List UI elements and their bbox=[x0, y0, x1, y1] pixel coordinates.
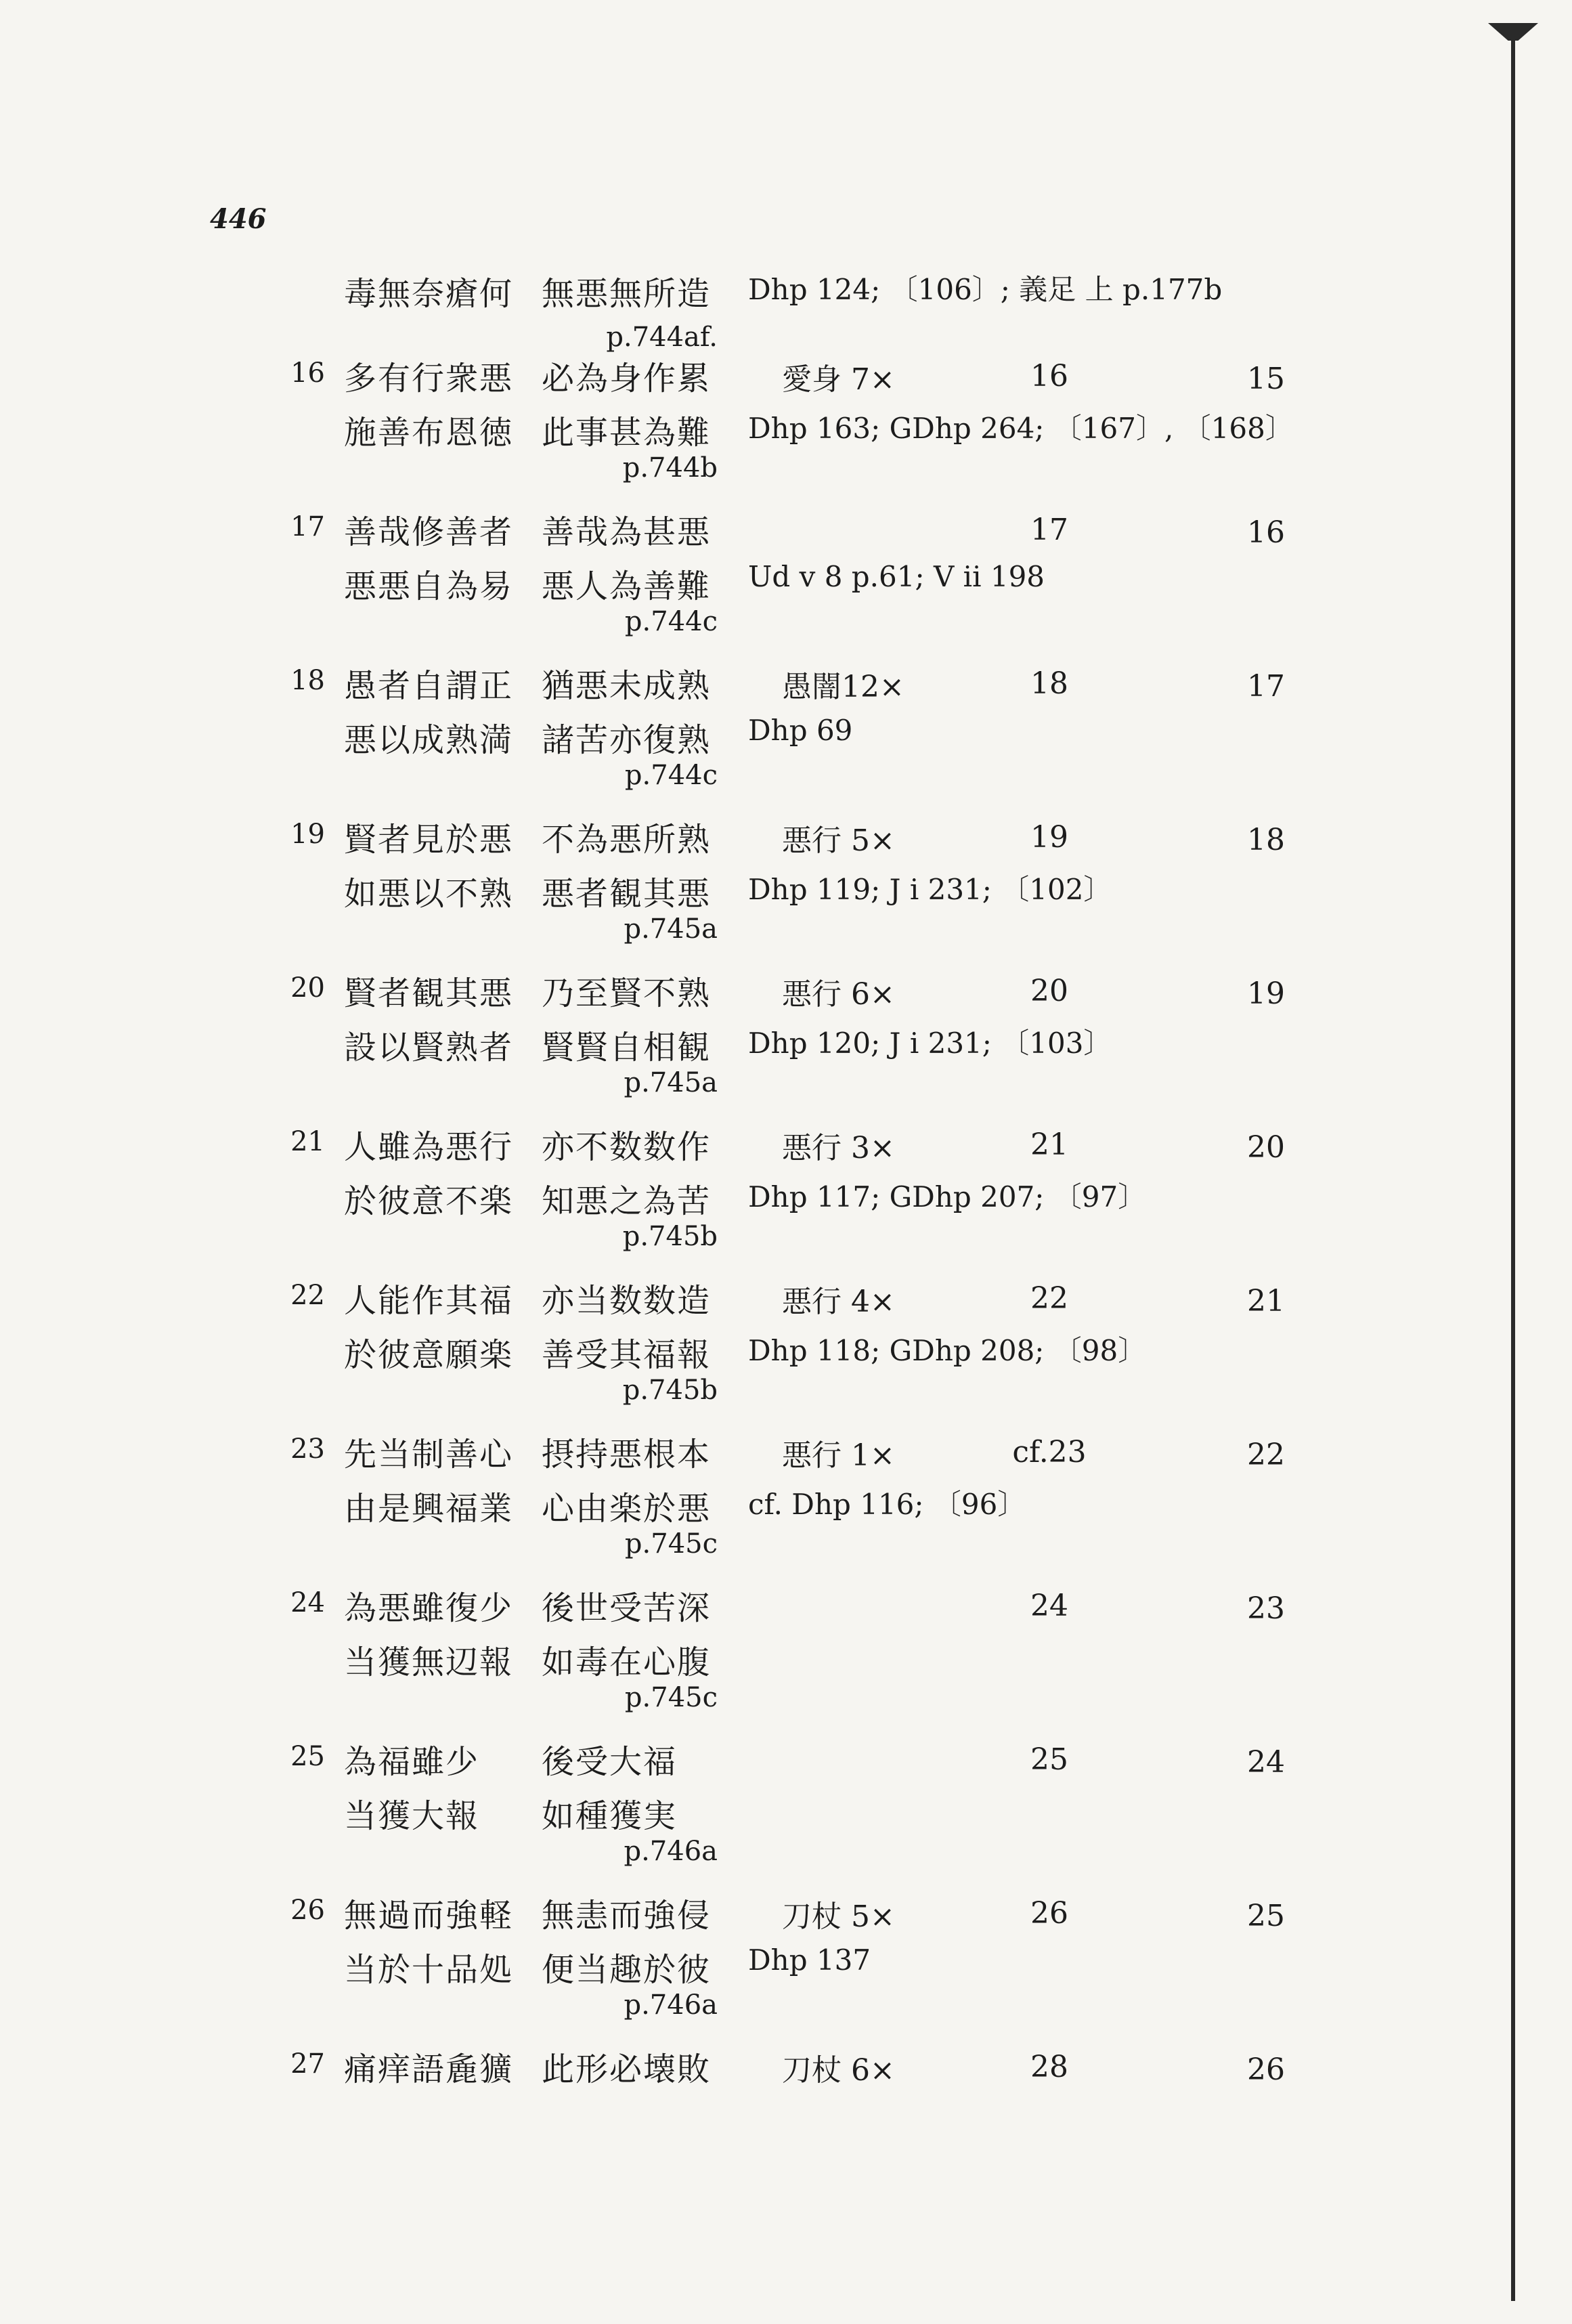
taisho-page-ref: p.744c bbox=[624, 606, 718, 637]
column-a-number: 24 bbox=[1030, 1589, 1068, 1623]
verse-entry bbox=[0, 967, 1572, 1121]
verse-number: 24 bbox=[290, 1587, 325, 1618]
verse-line-2a: 善哉為甚悪 bbox=[542, 513, 712, 551]
verse-number: 18 bbox=[290, 665, 325, 696]
verse-line-2a: 亦当数数造 bbox=[542, 1282, 712, 1320]
verse-line-2b: 此事甚為難 bbox=[542, 414, 712, 452]
verse-line-1a: 賢者見於悪 bbox=[344, 821, 514, 859]
column-a-number: 17 bbox=[1030, 513, 1068, 547]
verse-entry bbox=[0, 352, 1572, 506]
taisho-page-ref: p.746a bbox=[624, 1989, 718, 2021]
pali-references: Dhp 120; J i 231; 〔103〕 bbox=[748, 1027, 1112, 1060]
column-a-number: 16 bbox=[1030, 359, 1068, 393]
verse-line-1a: 賢者観其悪 bbox=[344, 974, 514, 1012]
pali-references: Dhp 137 bbox=[748, 1943, 871, 1977]
column-b-number: 20 bbox=[1247, 1130, 1285, 1165]
taisho-page-ref: p.744c bbox=[624, 760, 718, 791]
column-a-number: 21 bbox=[1030, 1127, 1068, 1162]
verse-line-2b: 悪者観其悪 bbox=[542, 875, 712, 913]
parallel-chapter: 悪行 3× bbox=[782, 1131, 895, 1165]
column-b-number: 21 bbox=[1247, 1284, 1285, 1318]
verse-line-2b: 諸苦亦復熟 bbox=[542, 721, 712, 759]
verse-number: 27 bbox=[290, 2048, 325, 2080]
pali-references: Dhp 117; GDhp 207; 〔97〕 bbox=[748, 1180, 1147, 1213]
verse-line-2b: 如種獲実 bbox=[542, 1797, 678, 1835]
verse-line-2a: 無恚而強侵 bbox=[542, 1897, 712, 1935]
verse-line-1b: 由是興福業 bbox=[344, 1490, 514, 1528]
verse-line-2a: 猶悪未成熟 bbox=[542, 667, 712, 705]
pali-references: Ud v 8 p.61; V ii 198 bbox=[748, 560, 1045, 593]
verse-line-2a: 亦不数数作 bbox=[542, 1128, 712, 1166]
taisho-page-ref: p.745b bbox=[622, 1221, 718, 1252]
verse-line-1b: 設以賢熟者 bbox=[344, 1029, 514, 1067]
verse-number: 19 bbox=[290, 819, 325, 850]
column-b-number: 23 bbox=[1247, 1591, 1285, 1626]
verse-line-1a: 人雖為悪行 bbox=[344, 1128, 514, 1166]
verse-line-2a: 後受大福 bbox=[542, 1743, 678, 1781]
verse-number: 23 bbox=[290, 1434, 325, 1465]
taisho-page-ref: p.745a bbox=[624, 913, 718, 945]
verse-line-2a: 乃至賢不熟 bbox=[542, 974, 712, 1012]
verse-line-1b: 如悪以不熟 bbox=[344, 875, 514, 913]
verse-line-2b: 善受其福報 bbox=[542, 1336, 712, 1374]
verse-entry bbox=[0, 1428, 1572, 1582]
verse-table bbox=[0, 267, 1572, 2197]
taisho-page-ref: p.744b bbox=[622, 452, 718, 483]
verse-entry bbox=[0, 2043, 1572, 2197]
verse-number: 26 bbox=[290, 1895, 325, 1926]
column-b-number: 25 bbox=[1247, 1899, 1285, 1933]
verse-number: 20 bbox=[290, 972, 325, 1004]
verse-line-2a: 摂持悪根本 bbox=[542, 1436, 712, 1473]
verse-line-1a: 多有行衆悪 bbox=[344, 360, 514, 397]
taisho-page-ref: p.745c bbox=[624, 1528, 718, 1559]
verse-line-2b: 如毒在心腹 bbox=[542, 1643, 712, 1681]
verse-line-2a: 必為身作累 bbox=[542, 360, 712, 397]
verse-number: 22 bbox=[290, 1280, 325, 1311]
pali-references: cf. Dhp 116; 〔96〕 bbox=[748, 1488, 1026, 1521]
column-b-number: 22 bbox=[1247, 1438, 1285, 1472]
verse-line-2b: 悪人為善難 bbox=[542, 567, 712, 605]
parallel-chapter: 悪行 4× bbox=[782, 1285, 895, 1319]
parallel-chapter: 愚闇12× bbox=[782, 670, 904, 704]
verse-line-1b: 施善布恩徳 bbox=[344, 414, 514, 452]
pali-references: Dhp 163; GDhp 264; 〔167〕, 〔168〕 bbox=[748, 412, 1294, 445]
verse-line-1a: 為福雖少 bbox=[344, 1743, 480, 1781]
verse-line-1b: 於彼意願楽 bbox=[344, 1336, 514, 1374]
verse-line-1b: 悪悪自為易 bbox=[344, 567, 514, 605]
column-a-number: 28 bbox=[1030, 2050, 1068, 2084]
verse-line-1a: 毒無奈瘡何 bbox=[344, 275, 514, 313]
verse-line-1a: 愚者自謂正 bbox=[344, 667, 514, 705]
verse-line-1a: 為悪雖復少 bbox=[344, 1589, 514, 1627]
verse-entry bbox=[0, 660, 1572, 813]
verse-line-1a: 善哉修善者 bbox=[344, 513, 514, 551]
verse-entry bbox=[0, 1582, 1572, 1736]
verse-line-1b: 悪以成熟満 bbox=[344, 721, 514, 759]
taisho-page-ref: p.745b bbox=[622, 1375, 718, 1406]
parallel-chapter: 愛身 7× bbox=[782, 362, 895, 397]
taisho-page-ref: p.744af. bbox=[606, 322, 718, 353]
column-a-number: 18 bbox=[1030, 666, 1068, 701]
column-b-number: 26 bbox=[1247, 2052, 1285, 2087]
taisho-page-ref: p.745a bbox=[624, 1067, 718, 1098]
column-a-number: cf.23 bbox=[1012, 1435, 1087, 1469]
parallel-chapter: 刀杖 6× bbox=[782, 2053, 895, 2088]
column-b-number: 17 bbox=[1247, 669, 1285, 704]
column-a-number: 22 bbox=[1030, 1281, 1068, 1316]
parallel-chapter: 悪行 6× bbox=[782, 977, 895, 1012]
taisho-page-ref: p.746a bbox=[624, 1836, 718, 1867]
verse-line-2b: 便当趣於彼 bbox=[542, 1951, 712, 1989]
verse-line-2a: 此形必壊敗 bbox=[542, 2050, 712, 2088]
verse-line-2b: 心由楽於悪 bbox=[542, 1490, 712, 1528]
verse-line-2a: 不為悪所熟 bbox=[542, 821, 712, 859]
pali-references: Dhp 124; 〔106〕; 義足 上 p.177b bbox=[748, 273, 1223, 306]
verse-entry bbox=[0, 267, 1572, 352]
verse-line-1a: 痛痒語麁獷 bbox=[344, 2050, 514, 2088]
verse-line-1a: 先当制善心 bbox=[344, 1436, 514, 1473]
column-b-number: 16 bbox=[1247, 515, 1285, 550]
verse-line-2a: 後世受苦深 bbox=[542, 1589, 712, 1627]
verse-line-2a: 無悪無所造 bbox=[542, 275, 712, 313]
verse-line-1b: 当於十品処 bbox=[344, 1951, 514, 1989]
verse-line-1a: 人能作其福 bbox=[344, 1282, 514, 1320]
taisho-page-ref: p.745c bbox=[624, 1682, 718, 1713]
verse-number: 17 bbox=[290, 511, 325, 542]
verse-entry bbox=[0, 1121, 1572, 1274]
column-b-number: 24 bbox=[1247, 1745, 1285, 1780]
column-a-number: 20 bbox=[1030, 974, 1068, 1008]
verse-entry bbox=[0, 506, 1572, 660]
verse-line-2b: 賢賢自相観 bbox=[542, 1029, 712, 1067]
verse-line-1b: 当獲無辺報 bbox=[344, 1643, 514, 1681]
verse-entry bbox=[0, 813, 1572, 967]
verse-entry bbox=[0, 1889, 1572, 2043]
column-b-number: 19 bbox=[1247, 976, 1285, 1011]
parallel-chapter: 刀杖 5× bbox=[782, 1899, 895, 1934]
verse-number: 16 bbox=[290, 358, 325, 389]
column-b-number: 18 bbox=[1247, 823, 1285, 857]
pali-references: Dhp 119; J i 231; 〔102〕 bbox=[748, 873, 1112, 906]
verse-number: 25 bbox=[290, 1741, 325, 1772]
column-a-number: 19 bbox=[1030, 820, 1068, 855]
verse-line-1a: 無過而強軽 bbox=[344, 1897, 514, 1935]
column-b-number: 15 bbox=[1247, 362, 1285, 396]
parallel-chapter: 悪行 1× bbox=[782, 1438, 895, 1473]
column-a-number: 26 bbox=[1030, 1896, 1068, 1931]
parallel-chapter: 悪行 5× bbox=[782, 823, 895, 858]
pali-references: Dhp 69 bbox=[748, 714, 853, 747]
page-number: 446 bbox=[210, 203, 267, 235]
verse-line-2b: 知悪之為苦 bbox=[542, 1182, 712, 1220]
verse-line-1b: 於彼意不楽 bbox=[344, 1182, 514, 1220]
column-a-number: 25 bbox=[1030, 1742, 1068, 1777]
pali-references: Dhp 118; GDhp 208; 〔98〕 bbox=[748, 1334, 1147, 1367]
verse-entry bbox=[0, 1274, 1572, 1428]
verse-line-1b: 当獲大報 bbox=[344, 1797, 480, 1835]
verse-number: 21 bbox=[290, 1126, 325, 1157]
verse-entry bbox=[0, 1736, 1572, 1889]
